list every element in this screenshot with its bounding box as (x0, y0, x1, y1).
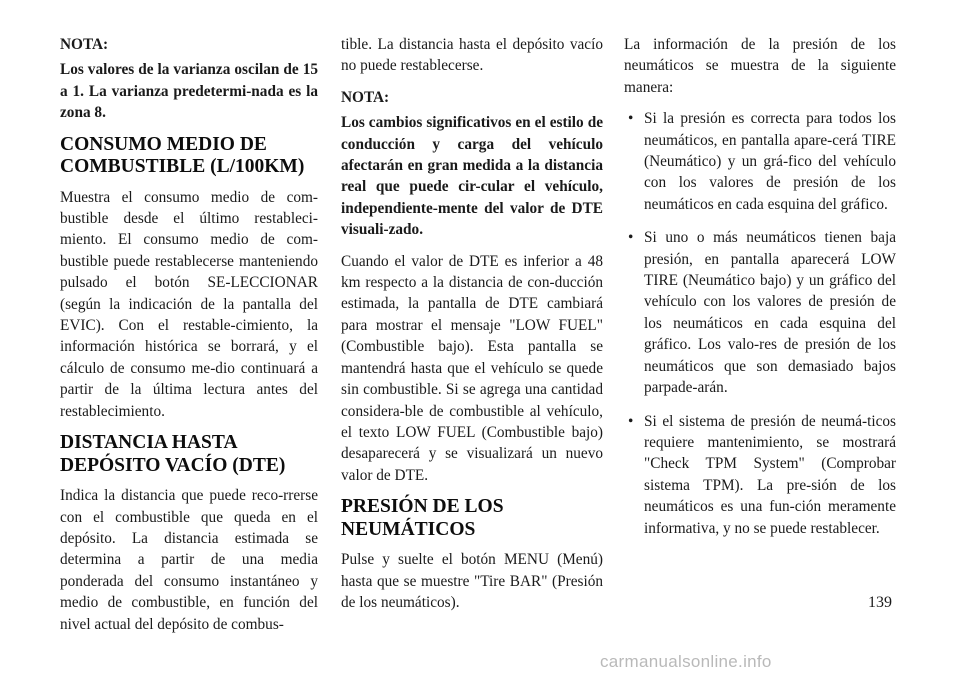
paragraph-consumo: Muestra el consumo medio de com-bustible desde el último restableci-miento. El consumo medio de com-bustible puede restablecerse manteniendo pulsado el botón SE-LECCIONAR (según la indicación de la pantalla del EVIC). Con el restable-cimiento, la información histórica se borrará, y el cálculo de consumo me-dio continuará a partir de la última lectura antes del restablecimiento. (60, 188, 318, 420)
heading-consumo-medio: CONSUMO MEDIO DE COMBUSTIBLE (L/100KM) (60, 133, 305, 178)
list-item (624, 227, 896, 398)
watermark: carmanualsonline.info (600, 652, 772, 671)
note-label: NOTA: (60, 36, 109, 53)
paragraph-presion: Pulse y suelte el botón MENU (Menú) hasta que se muestre "Tire BAR" (Presión de los neumáticos). (341, 551, 603, 611)
paragraph-intro: La información de la presión de los neumáticos se muestra de la siguiente manera: (624, 36, 896, 96)
note-label: NOTA: (341, 88, 390, 106)
page-number: 139 (868, 594, 892, 611)
bullet-icon: • (628, 229, 634, 247)
paragraph-distancia: Indica la distancia que puede reco-rrerse con el combustible que queda en el depósito. La distancia estimada se determina a partir de una media ponderada del consumo instantáneo y medio de combustible, en función del nivel actual del depósito de combus- (60, 487, 318, 633)
paragraph-continuation: tible. La distancia hasta el depósito vacío no puede restablecerse. (341, 36, 603, 75)
list-item (624, 108, 896, 215)
heading-distancia-dte: DISTANCIA HASTA DEPÓSITO VACÍO (DTE) (60, 432, 286, 476)
paragraph-dte-low-fuel: Cuando el valor de DTE es inferior a 48 km respecto a la distancia de con-ducción estimada, la pantalla de DTE cambiará para mostrar el mensaje "LOW FUEL" (Combustible bajo). Esta pantalla se mantendrá hasta que el vehículo se quede sin combustible. Si se agrega una cantidad considera-ble de combustible al vehículo, el texto LOW FUEL (Combustible bajo) desaparecerá y se visualizará un nuevo valor de DTE. (341, 252, 603, 484)
list-item-text: Si la presión es correcta para todos los neumáticos, en pantalla apare-cerá TIRE (Neumático) y un grá-fico del vehículo con los valores de presión de los neumáticos en cada esquina del gráfico. (644, 110, 896, 213)
column-middle (341, 34, 603, 623)
bullet-list (624, 108, 896, 539)
bullet-icon: • (628, 412, 634, 430)
column-left (60, 34, 318, 645)
column-right (624, 34, 896, 551)
note-text: Los valores de la varianza oscilan de 15 a 1. La varianza predetermi-nada es la zona 8. (60, 61, 318, 122)
list-item-text: Si el sistema de presión de neumá-ticos requiere mantenimiento, se mostrará "Check TPM System" (Comprobar sistema TPM). La pre-sión de los neumáticos es una fun-ción meramente informativa, y no se puede restablecer. (644, 412, 896, 537)
heading-presion-neumaticos: PRESIÓN DE LOS NEUMÁTICOS (341, 496, 504, 540)
bullet-icon: • (628, 110, 634, 128)
list-item-text: Si uno o más neumáticos tienen baja presión, en pantalla aparecerá LOW TIRE (Neumático bajo) y un gráfico del vehículo con los valores de presión de los neumáticos en cada esquina del gráfico. Los valo-res de presión de los neumáticos que son demasiado bajos parpade-arán. (644, 229, 896, 397)
note-text: Los cambios significativos en el estilo de conducción y carga del vehículo afectarán en gran medida a la distancia real que puede cir-cular el vehículo, independiente-mente del valor de DTE visuali-zado. (341, 114, 603, 239)
list-item (624, 411, 896, 539)
